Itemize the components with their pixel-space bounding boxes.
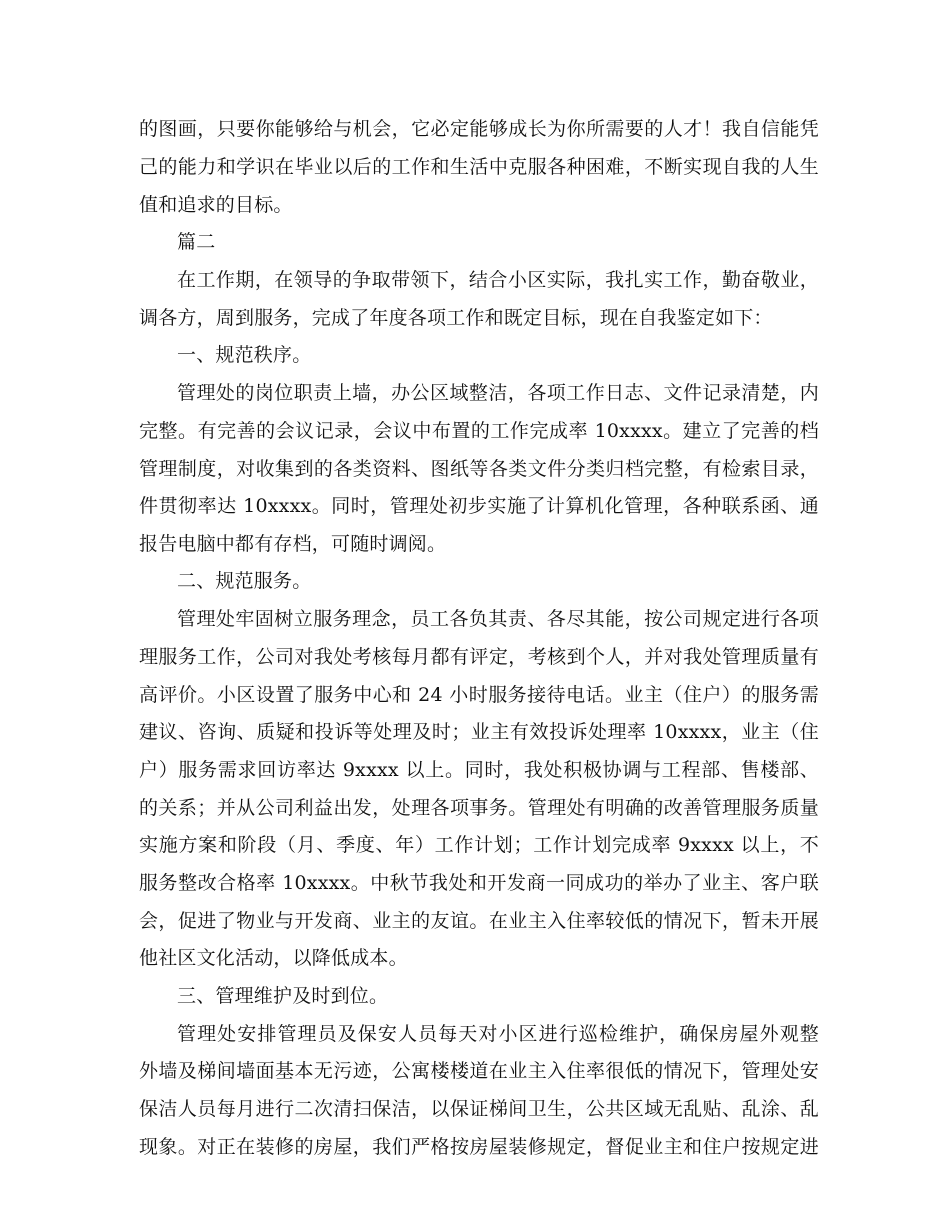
- text-line: 保洁人员每月进行二次清扫保洁，以保证梯间卫生，公共区域无乱贴、乱涂、乱: [139, 1098, 819, 1120]
- text-line: 管理处牢固树立服务理念，员工各负其责、各尽其能，按公司规定进行各项: [177, 608, 819, 630]
- text-line: 实施方案和阶段（月、季度、年）工作计划；工作计划完成率 9xxxx 以上，不: [139, 834, 819, 856]
- text-line: 高评价。小区设置了服务中心和 24 小时服务接待电话。业主（住户）的服务需: [139, 684, 819, 706]
- section-heading: 篇二: [177, 231, 216, 253]
- text-line: 外墙及梯间墙面基本无污迹，公寓楼楼道在业主入住率很低的情况下，管理处安: [139, 1060, 819, 1082]
- section-heading: 二、规范服务。: [177, 570, 312, 592]
- section-heading: 一、规范秩序。: [177, 344, 312, 366]
- text-line: 值和追求的目标。: [139, 194, 293, 216]
- text-line: 完整。有完善的会议记录，会议中布置的工作完成率 10xxxx。建立了完善的档: [139, 420, 819, 442]
- text-line: 管理处的岗位职责上墙，办公区域整洁，各项工作日志、文件记录清楚，内: [177, 382, 819, 404]
- text-line: 管理制度，对收集到的各类资料、图纸等各类文件分类归档完整，有检索目录，: [139, 458, 819, 480]
- text-line: 户）服务需求回访率达 9xxxx 以上。同时，我处积极协调与工程部、售楼部、: [139, 759, 819, 781]
- text-line: 的图画，只要你能够给与机会，它必定能够成长为你所需要的人才！我自信能凭: [139, 118, 819, 140]
- section-heading: 三、管理维护及时到位。: [177, 985, 389, 1007]
- text-line: 调各方，周到服务，完成了年度各项工作和既定目标，现在自我鉴定如下：: [139, 307, 773, 329]
- text-line: 报告电脑中都有存档，可随时调阅。: [139, 533, 447, 555]
- text-line: 建议、咨询、质疑和投诉等处理及时；业主有效投诉处理率 10xxxx，业主（住: [139, 721, 819, 743]
- text-line: 在工作期，在领导的争取带领下，结合小区实际，我扎实工作，勤奋敬业，: [177, 269, 819, 291]
- text-line: 理服务工作，公司对我处考核每月都有评定，考核到个人，并对我处管理质量有: [139, 646, 819, 668]
- text-line: 己的能力和学识在毕业以后的工作和生活中克服各种困难，不断实现自我的人生: [139, 156, 819, 178]
- text-line: 的关系；并从公司利益出发，处理各项事务。管理处有明确的改善管理服务质量: [139, 797, 819, 819]
- text-line: 件贯彻率达 10xxxx。同时，管理处初步实施了计算机化管理，各种联系函、通: [139, 495, 819, 517]
- text-line: 现象。对正在装修的房屋，我们严格按房屋装修规定，督促业主和住户按规定进: [139, 1136, 819, 1158]
- text-line: 会，促进了物业与开发商、业主的友谊。在业主入住率较低的情况下，暂未开展: [139, 910, 819, 932]
- text-line: 服务整改合格率 10xxxx。中秋节我处和开发商一同成功的举办了业主、客户联: [139, 872, 819, 894]
- text-line: 管理处安排管理员及保安人员每天对小区进行巡检维护，确保房屋外观整: [177, 1023, 819, 1045]
- text-line: 他社区文化活动，以降低成本。: [139, 947, 408, 969]
